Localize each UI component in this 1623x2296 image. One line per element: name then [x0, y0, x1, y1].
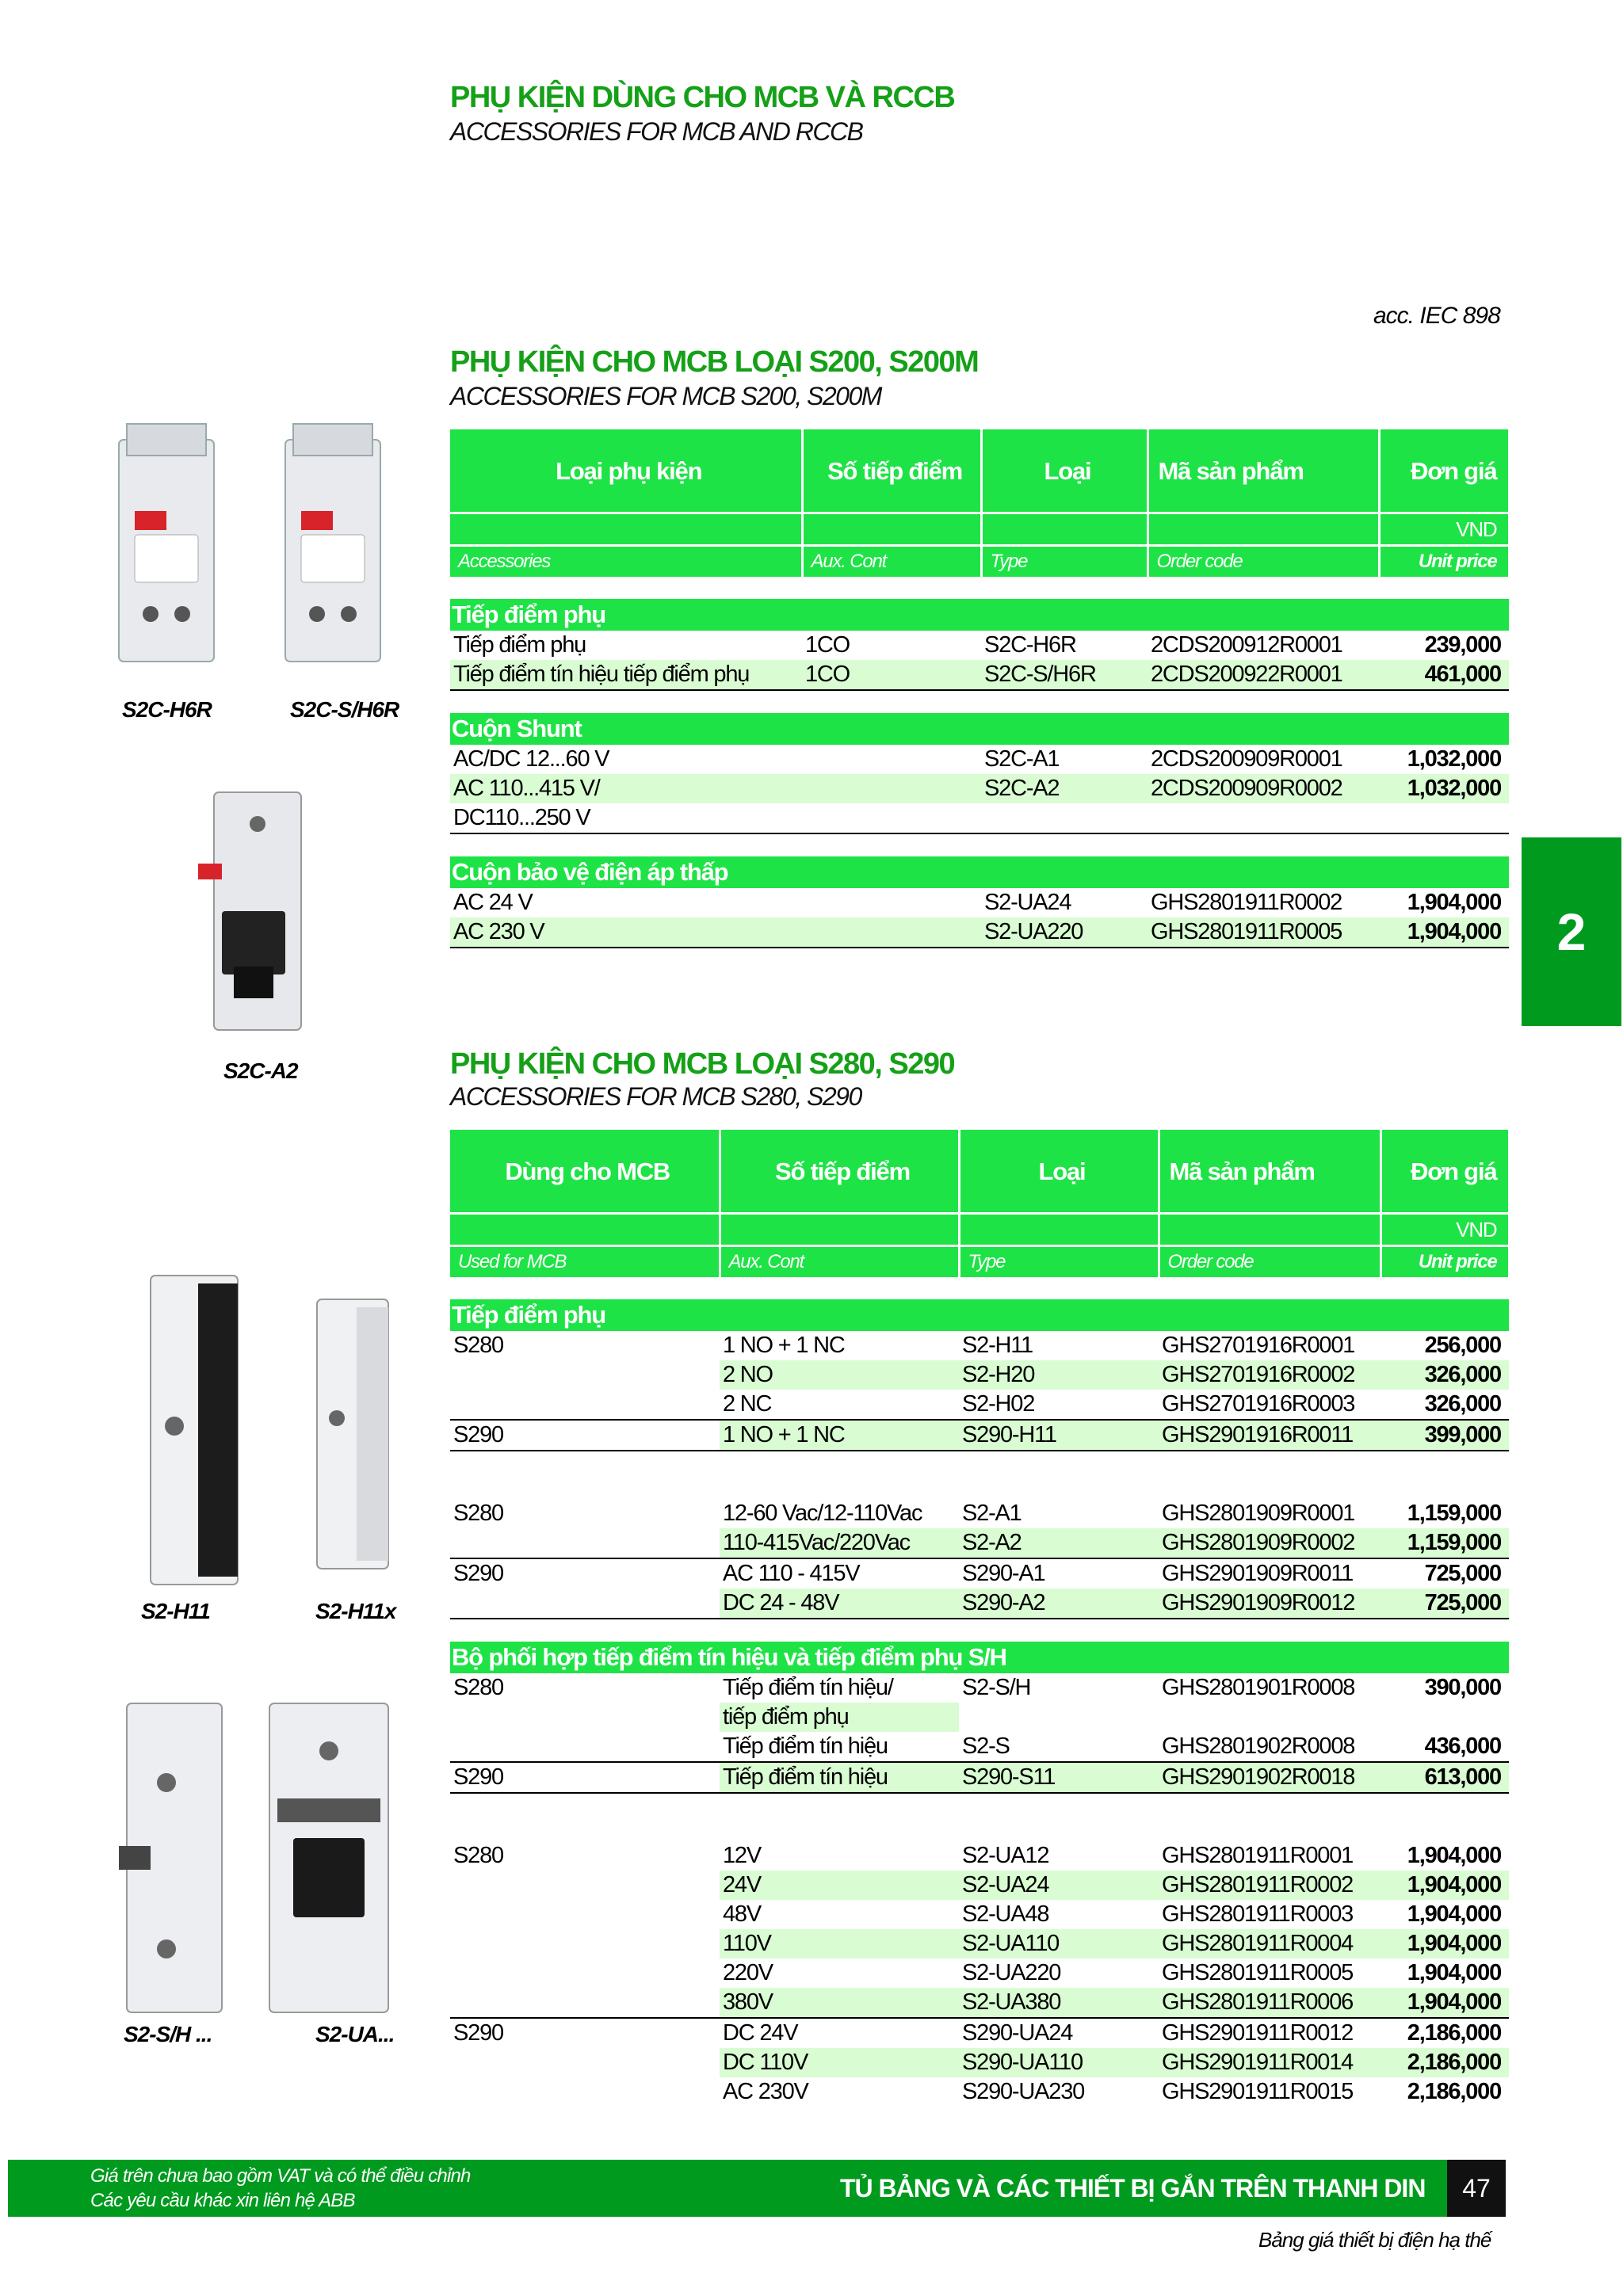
section-row: Cuộn Shunt: [450, 713, 1509, 745]
table-row: Tiếp điểm tín hiệu S2-S GHS2801902R0008 436,000: [450, 1732, 1509, 1762]
caption-s2-sh: S2-S/H ...: [124, 2022, 212, 2046]
price-table-s200: [450, 429, 1510, 948]
table-row: S290 Tiếp điểm tín hiệu S290-S11 GHS2901902R0018 613,000: [450, 1762, 1509, 1793]
table-row: DC 24 - 48V S290-A2 GHS2901909R0012 725,000: [450, 1589, 1509, 1619]
table-row: tiếp điểm phụ: [450, 1703, 1509, 1732]
table2-subtitle: ACCESSORIES FOR MCB S280, S290: [450, 1082, 861, 1111]
section-row: Tiếp điểm phụ: [450, 599, 1509, 631]
section-row: Bộ phối hợp tiếp điểm tín hiệu và tiếp điểm phụ S/H: [450, 1642, 1509, 1673]
caption-s2c-sh6r: S2C-S/H6R: [290, 697, 399, 722]
table-row: DC110...250 V: [450, 803, 1509, 833]
table-row: S290 DC 24V S290-UA24 GHS2901911R0012 2,186,000: [453, 2020, 1501, 2046]
page-title: PHỤ KIỆN DÙNG CHO MCB VÀ RCCB: [450, 81, 955, 114]
table-row: DC 110V S290-UA110 GHS2901911R0014 2,186,000: [450, 2048, 1509, 2077]
product-image-s2-sh-ua: [103, 1688, 404, 2020]
caption-s2c-a2: S2C-A2: [223, 1058, 298, 1083]
currency-unit: VND: [1381, 1214, 1509, 1246]
footer-note-vat: Giá trên chưa bao gồm VAT và có thể điều chỉnh: [90, 2165, 471, 2187]
table-row: S290 1 NO + 1 NC S290-H11 GHS2901916R0011 399,000: [450, 1420, 1509, 1451]
table-row: 380V S2-UA380 GHS2801911R0006 1,904,000: [450, 1988, 1509, 2018]
table-row: AC 110...415 V/ S2C-A2 2CDS200909R0002 1,032,000: [450, 774, 1509, 803]
caption-s2c-h6r: S2C-H6R: [122, 697, 212, 722]
table-row: AC 230 V S2-UA220 GHS2801911R0005 1,904,000: [450, 917, 1509, 948]
table-row: Tiếp điểm tín hiệu tiếp điểm phụ 1CO S2C-S/H6R 2CDS200922R0001 461,000: [450, 660, 1509, 690]
table-row: S280 1 NO + 1 NC S2-H11 GHS2701916R0001 256,000: [453, 1333, 1501, 1358]
table-row: 2 NO S2-H20 GHS2701916R0002 326,000: [450, 1360, 1509, 1390]
caption-s2-h11: S2-H11: [141, 1599, 210, 1623]
table-row: 220V S2-UA220 GHS2801911R0005 1,904,000: [723, 1960, 1501, 1985]
caption-s2-ua: S2-UA...: [315, 2022, 395, 2046]
table-row: S280 12-60 Vac/12-110Vac S2-A1 GHS2801909R0001 1,159,000: [453, 1501, 1501, 1526]
table-header-row: [450, 429, 1509, 513]
page-number: 47: [1447, 2160, 1506, 2217]
product-image-s2c-a2: [190, 784, 317, 1038]
table-row: S280 12V S2-UA12 GHS2801911R0001 1,904,000: [453, 1843, 1501, 1868]
table1-title: PHỤ KIỆN CHO MCB LOẠI S200, S200M: [450, 345, 979, 379]
page-subtitle: ACCESSORIES FOR MCB AND RCCB: [450, 117, 863, 146]
bottom-note: Bảng giá thiết bị điện hạ thế: [1258, 2228, 1491, 2252]
section-row: Cuộn bảo vệ điện áp thấp: [450, 856, 1509, 888]
footer-bar: [8, 2160, 1506, 2217]
section-row: Tiếp điểm phụ: [450, 1299, 1509, 1331]
table-row: 110V S2-UA110 GHS2801911R0004 1,904,000: [450, 1929, 1509, 1958]
table2-title: PHỤ KIỆN CHO MCB LOẠI S280, S290: [450, 1047, 955, 1081]
header-order-code: Mã sản phẩm: [1148, 429, 1379, 513]
product-image-s2c-h6r: [111, 416, 404, 677]
currency-unit: VND: [1379, 513, 1509, 546]
table-row: S280 Tiếp điểm tín hiệu/ S2-S/H GHS2801901R0008 390,000: [453, 1675, 1501, 1700]
footer-note-contact: Các yêu cầu khác xin liên hệ ABB: [90, 2190, 355, 2211]
table-header-en-row: Used for MCB Aux. Cont Type Order code Unit price: [450, 1246, 1509, 1278]
table-row: 24V S2-UA24 GHS2801911R0002 1,904,000: [450, 1871, 1509, 1900]
table-row: 48V S2-UA48 GHS2801911R0003 1,904,000: [723, 1901, 1501, 1927]
table-row: S290 AC 110 - 415V S290-A1 GHS2901909R0011 725,000: [453, 1561, 1501, 1586]
footer-title: TỦ BẢNG VÀ CÁC THIẾT BỊ GẮN TRÊN THANH DIN: [840, 2174, 1426, 2203]
table-row: 110-415Vac/220Vac S2-A2 GHS2801909R0002 1,159,000: [450, 1528, 1509, 1558]
table-row: AC/DC 12...60 V S2C-A1 2CDS200909R0001 1,032,000: [453, 746, 1501, 772]
standard-note: acc. IEC 898: [1373, 303, 1500, 329]
table-row: Tiếp điểm phụ 1CO S2C-H6R 2CDS200912R0001 239,000: [453, 632, 1501, 658]
price-table-s280-s290: [450, 1130, 1510, 2107]
caption-s2-h11x: S2-H11x: [315, 1599, 396, 1623]
table-row: AC 230V S290-UA230 GHS2901911R0015 2,186,000: [723, 2079, 1501, 2104]
header-type: Loại: [981, 429, 1148, 513]
table-header-row: Dùng cho MCB Số tiếp điểm Loại Mã sản phẩm Đơn giá: [450, 1130, 1509, 1214]
section-tab: 2: [1522, 837, 1621, 1026]
table-header-en-row: Accessories Aux. Cont Type Order code Unit price: [450, 546, 1509, 578]
table-row: AC 24 V S2-UA24 GHS2801911R0002 1,904,000: [453, 890, 1501, 915]
table1-subtitle: ACCESSORIES FOR MCB S200, S200M: [450, 382, 881, 410]
product-image-s2-h11: [135, 1268, 420, 1592]
header-unit-price: Đơn giá: [1379, 429, 1509, 513]
header-accessory: Loại phụ kiện: [450, 429, 802, 513]
header-aux-contacts: Số tiếp điểm: [802, 429, 981, 513]
table-row: 2 NC S2-H02 GHS2701916R0003 326,000: [450, 1390, 1509, 1420]
